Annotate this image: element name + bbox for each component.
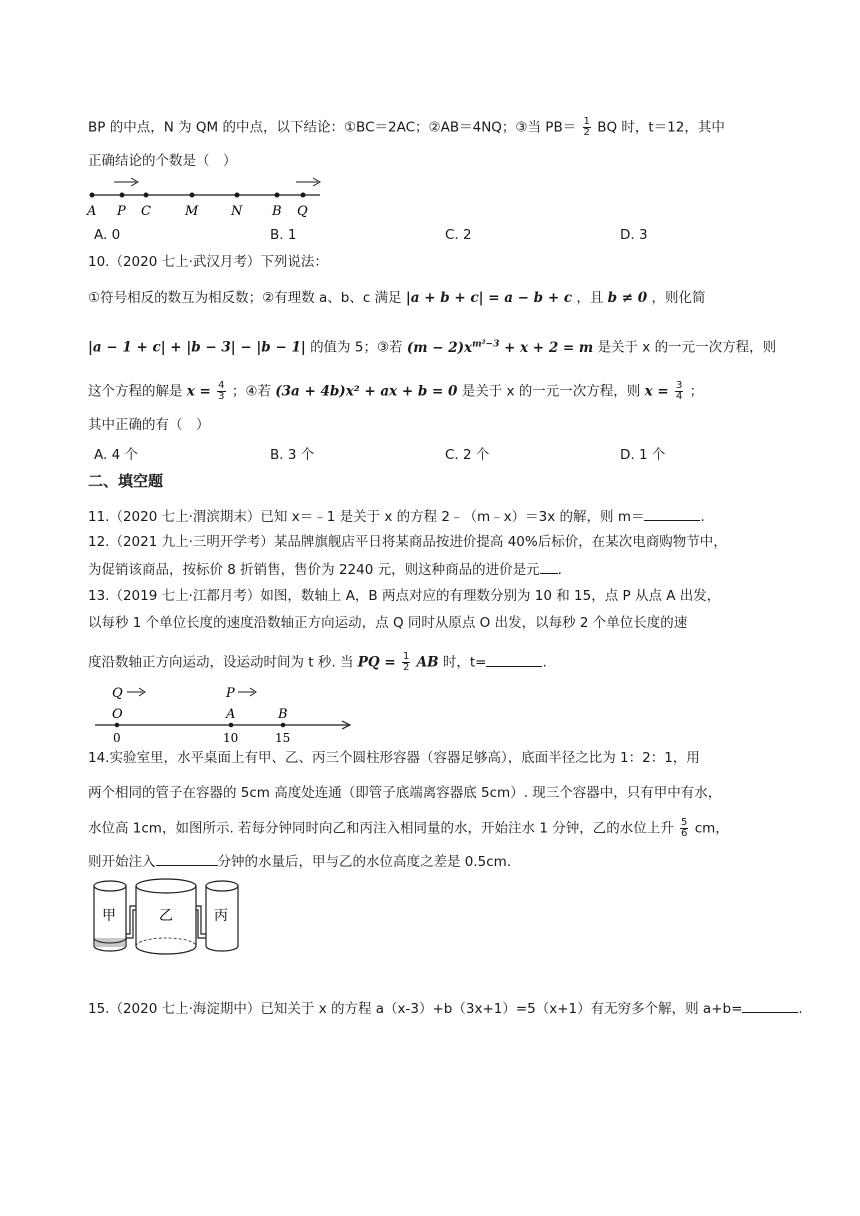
tick-label-10: 10: [223, 731, 239, 745]
point-label-c: C: [141, 204, 151, 218]
fraction-five-sixths: $\frac{5}{6}$: [681, 817, 688, 839]
tick-label-0: 0: [113, 731, 121, 745]
q11-answer-blank[interactable]: [644, 507, 700, 521]
point-label-n: N: [231, 204, 243, 218]
q10-line5: 其中正确的有（ ）: [88, 417, 210, 433]
q13-number-line-figure: [90, 683, 360, 745]
q10-equation-math: $(m - 2)x^{m^2-3} + x + 2 = m$: [406, 339, 594, 356]
container-label-jia: 甲: [102, 908, 116, 924]
point-label-a: A: [87, 204, 97, 218]
q14-line2: 两个相同的管子在容器的 5cm 高度处连通（即管子底端离容器底 5cm）. 现三个容器中，只有甲中有水，: [88, 785, 722, 801]
q15-line: 15.（2020 七上·海淀期中）已知关于 x 的方程 a（x-3）+b（3x+1）=5（x+1）有无穷多个解，则 a+b= .: [88, 1001, 803, 1017]
q10-b-nonzero-math: b ≠ 0: [607, 290, 648, 306]
q13-line3: 度沿数轴正方向运动，设运动时间为 t 秒. 当 PQ = $\frac{1}{2}$ AB 时，t= .: [88, 651, 547, 673]
point-label-q: Q: [112, 686, 123, 701]
q13-answer-blank[interactable]: [486, 653, 542, 667]
q14-containers-figure: [88, 876, 278, 958]
tick-label-15: 15: [275, 731, 291, 745]
q10-line4: 这个方程的解是 x = $\frac{4}{3}$ ；④若 (3a + 4b)x² + ax + b = 0 是关于 x 的一元一次方程，则 x = $\frac{3}{4}$ ；: [88, 380, 704, 402]
q12-answer-blank[interactable]: [540, 560, 558, 574]
q13-line2: 以每秒 1 个单位长度的速度沿数轴正方向运动，点 Q 同时从原点 O 出发，以每秒 2 个单位长度的速: [88, 615, 688, 631]
q14-answer-blank[interactable]: [156, 852, 218, 866]
q10-abs-expression: |a − 1 + c| + |b − 3| − |b − 1|: [88, 339, 306, 356]
section-heading-fill-in: 二、填空题: [88, 472, 164, 490]
q13-line1: 13.（2019 七上·江都月考）如图，数轴上 A，B 两点对应的有理数分别为 10 和 15，点 P 从点 A 出发，: [88, 588, 721, 604]
q10-choice-d[interactable]: D. 1 个: [620, 447, 666, 463]
fraction-one-half: $\frac{1}{2}$: [583, 116, 590, 138]
q10-condition-math: |a + b + c| = a − b + c: [405, 290, 573, 306]
q9-segment-figure: [82, 172, 327, 218]
q11-line: 11.（2020 七上·渭滨期末）已知 x＝﹣1 是关于 x 的方程 2﹣（m﹣x）＝3x 的解，则 m＝ .: [88, 509, 705, 525]
fraction-four-thirds: $\frac{4}{3}$: [218, 380, 225, 402]
q9-choice-a[interactable]: A. 0: [94, 227, 121, 243]
point-label-o: O: [112, 707, 123, 722]
q10-choice-b[interactable]: B. 3 个: [270, 447, 315, 463]
q14-line3: 水位高 1cm，如图所示. 若每分钟同时向乙和丙注入相同量的水，开始注水 1 分钟，乙的水位上升 $\frac{5}{6}$ cm，: [88, 817, 729, 839]
q12-line1: 12.（2021 九上·三明开学考）某品牌旗舰店平日将某商品按进价提高 40%后标价，在某次电商购物节中，: [88, 534, 727, 550]
point-label-b: B: [278, 707, 288, 722]
fraction-three-quarters: $\frac{3}{4}$: [675, 380, 683, 402]
container-label-bing: 丙: [214, 908, 228, 924]
point-label-q: Q: [297, 204, 308, 218]
q9-choice-c[interactable]: C. 2: [445, 227, 472, 243]
point-label-p: P: [226, 686, 235, 701]
q10-line2: ①符号相反的数互为相反数；②有理数 a、b、c 满足 |a + b + c| = a − b + c ，且 b ≠ 0 ，则化简: [88, 290, 706, 306]
point-label-a: A: [226, 707, 236, 722]
q9-line1: BP 的中点，N 为 QM 的中点，以下结论：①BC＝2AC；②AB＝4NQ；③当 PB＝ $\frac{1}{2}$ BQ 时，t＝12，其中: [88, 116, 725, 138]
q10-choice-c[interactable]: C. 2 个: [445, 447, 490, 463]
q15-answer-blank[interactable]: [742, 999, 798, 1013]
container-label-yi: 乙: [159, 908, 173, 924]
q10-line3: |a − 1 + c| + |b − 3| − |b − 1| 的值为 5；③若 $(m - 2)x^{m^2-3} + x + 2 = m$ 是关于 x 的一元一次方程，则: [88, 339, 777, 356]
fraction-one-half: $\frac{1}{2}$: [403, 651, 410, 673]
q10-title: 10.（2020 七上·武汉月考）下列说法：: [88, 254, 328, 270]
point-label-m: M: [185, 204, 199, 218]
q9-choice-b[interactable]: B. 1: [270, 227, 297, 243]
q9-line2: 正确结论的个数是（ ）: [88, 153, 237, 169]
q9-choice-d[interactable]: D. 3: [620, 227, 648, 243]
q10-choice-a[interactable]: A. 4 个: [94, 447, 138, 463]
q14-line4: 则开始注入 分钟的水量后，甲与乙的水位高度之差是 0.5cm.: [88, 854, 512, 870]
q12-line2: 为促销该商品，按标价 8 折销售，售价为 2240 元，则这种商品的进价是元 .: [88, 562, 562, 578]
q10-quadratic-math: (3a + 4b)x² + ax + b = 0: [275, 383, 458, 400]
q14-line1: 14.实验室里，水平桌面上有甲、乙、丙三个圆柱形容器（容器足够高），底面半径之比为 1：2：1，用: [88, 750, 700, 766]
point-label-b: B: [272, 204, 282, 218]
point-label-p: P: [117, 204, 126, 218]
